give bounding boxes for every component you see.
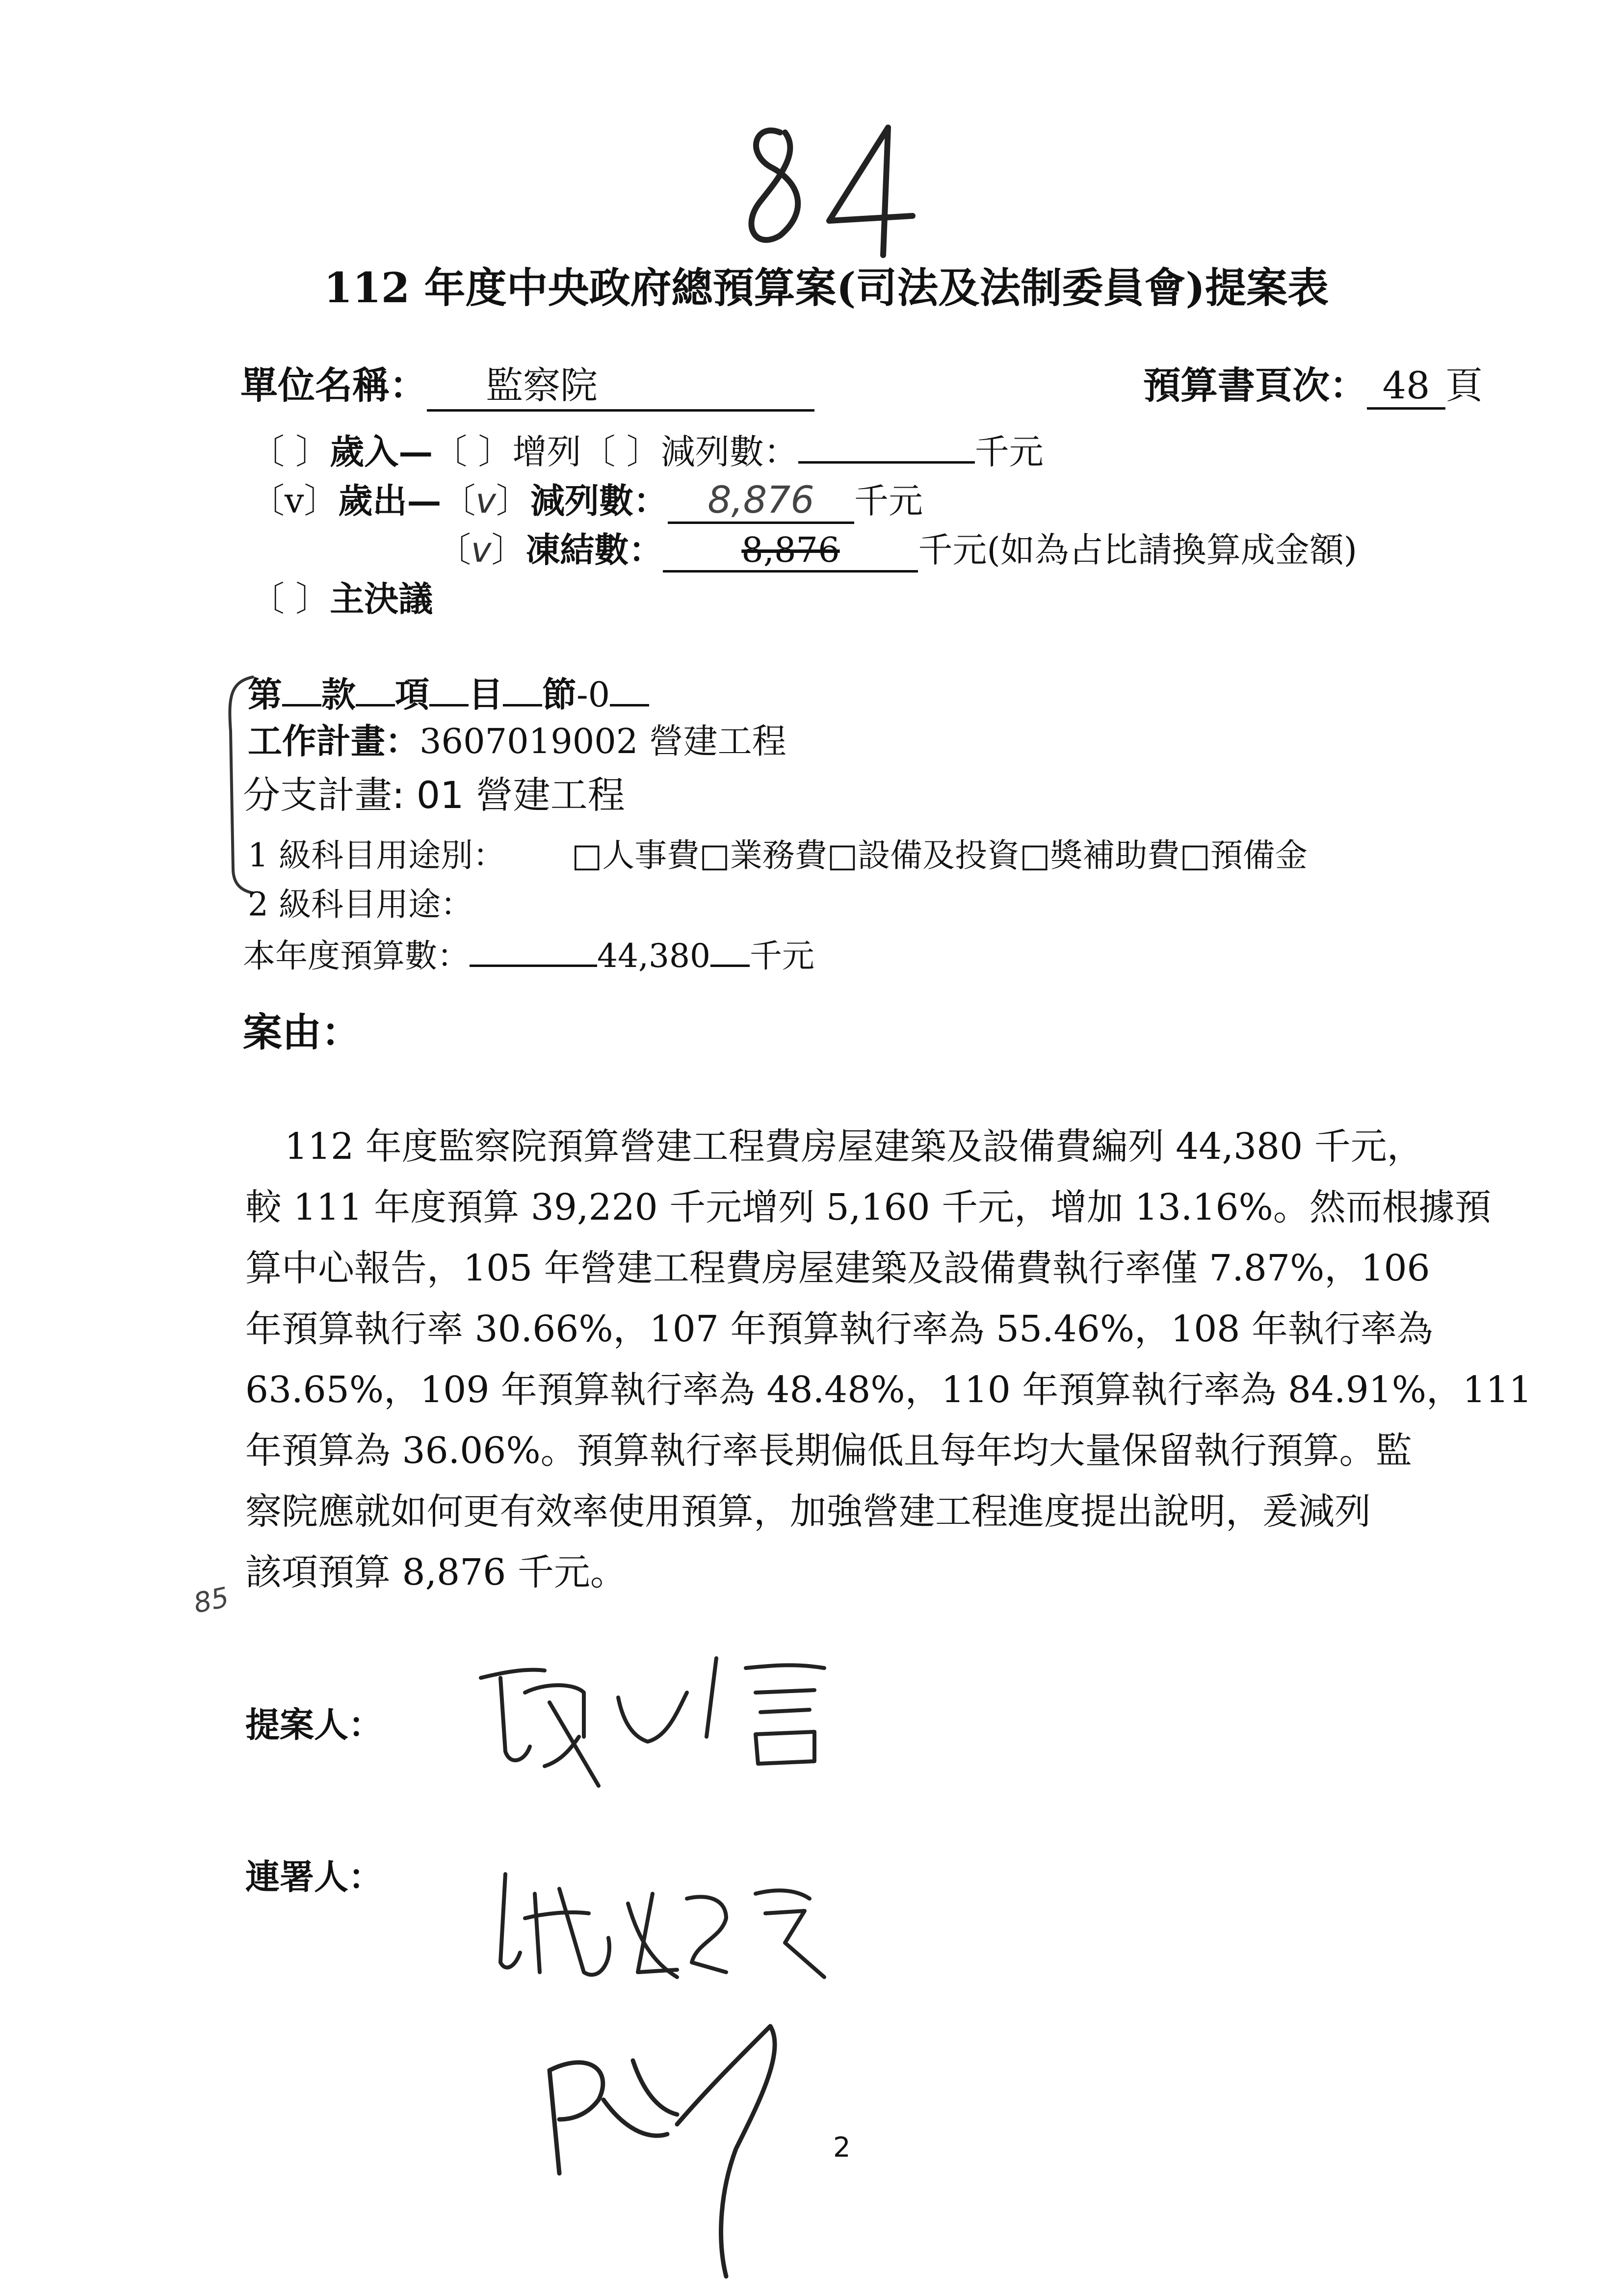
budget-page-suffix: 頁	[1445, 364, 1483, 407]
form-title: 112 年度中央政府總預算案(司法及法制委員會)提案表	[324, 263, 1329, 312]
section-di: 第	[248, 674, 282, 715]
budget-page-label: 預算書頁次：	[1143, 364, 1367, 407]
level1-row	[248, 829, 1308, 876]
checkbox-open: 〔	[441, 481, 476, 521]
section-line-1	[248, 667, 649, 717]
checkbox-close: 〕	[496, 481, 530, 521]
level2-label: 2 級科目用途：	[248, 886, 473, 923]
unit-row	[240, 356, 814, 412]
budget-page-value: 48	[1367, 364, 1445, 410]
revenue-unit: 千元	[974, 432, 1044, 472]
blank	[356, 704, 395, 706]
current-budget-unit: 千元	[749, 937, 814, 975]
reason-line-3: 算中心報告，105 年營建工程費房屋建築及設備費執行率僅 7.87%，106	[245, 1247, 1430, 1289]
expenditure-decrease-checkbox[interactable]	[442, 481, 530, 521]
section-jie-suffix: -0	[576, 675, 610, 715]
blank	[503, 704, 542, 706]
subplan-row	[243, 765, 625, 819]
freeze-row	[437, 522, 1357, 573]
expenditure-decrease-label: 減列數：	[530, 480, 668, 521]
level2-row	[248, 878, 473, 925]
blank	[610, 704, 649, 706]
resolution-row	[250, 572, 433, 621]
blank	[710, 965, 750, 967]
expenditure-label: 歲出—	[338, 480, 442, 521]
expenditure-checkbox[interactable]: 〔v〕	[250, 481, 339, 521]
level1-option-equipment[interactable]: □設備及投資	[827, 836, 1020, 874]
budget-page-row	[1143, 356, 1483, 410]
expenditure-row	[250, 473, 923, 524]
work-plan-label: 工作計畫：	[248, 721, 419, 761]
revenue-row	[250, 424, 1044, 474]
blank	[282, 704, 321, 706]
reason-line-8: 該項預算 8,876 千元。	[245, 1551, 627, 1593]
cosigner-label: 連署人：	[245, 1856, 383, 1897]
unit-value: 監察院	[427, 356, 814, 412]
level1-option-reserve[interactable]: □預備金	[1179, 836, 1308, 874]
handwritten-check: v	[475, 481, 496, 521]
current-budget-value: 44,380	[597, 937, 710, 975]
handwritten-number-mark	[726, 113, 942, 260]
level1-option-personnel[interactable]: □人事費	[572, 836, 700, 874]
revenue-decrease-label: 減列數：	[660, 432, 798, 472]
cosigner-signature-2	[530, 2011, 824, 2286]
level1-option-subsidy[interactable]: □獎補助費	[1020, 836, 1180, 874]
freeze-unit: 千元(如為占比請換算成金額)	[918, 530, 1358, 570]
checkbox-open: 〔	[437, 530, 471, 570]
section-mu: 目	[469, 674, 503, 715]
expenditure-handwritten-value: 8,876	[668, 478, 854, 524]
revenue-increase-label: 增列	[512, 432, 581, 472]
work-plan-row	[248, 714, 786, 763]
page-number: 2	[833, 2132, 851, 2164]
level1-label: 1 級科目用途別：	[248, 836, 505, 874]
revenue-increase-checkbox[interactable]: 〔 〕	[433, 432, 513, 472]
freeze-value: 8,876	[663, 530, 918, 573]
reason-line-6: 年預算為 36.06%。預算執行率長期偏低且每年均大量保留執行預算。監	[245, 1430, 1412, 1472]
current-budget-row	[243, 930, 814, 976]
revenue-label: 歲入—	[330, 431, 433, 472]
resolution-label: 主決議	[330, 578, 433, 619]
section-xiang: 項	[395, 674, 429, 715]
margin-note: 85	[191, 1581, 232, 1620]
work-plan-value: 3607019002 營建工程	[419, 721, 786, 761]
section-kuan: 款	[321, 674, 356, 715]
reason-line-5: 63.65%，109 年預算執行率為 48.48%，110 年預算執行率為 84.91%，111	[245, 1369, 1532, 1411]
current-budget-label: 本年度預算數：	[243, 937, 470, 975]
revenue-decrease-checkbox[interactable]: 〔 〕	[581, 432, 661, 472]
reason-line-7: 察院應就如何更有效率使用預算，加強營建工程進度提出說明，爰減列	[245, 1490, 1371, 1533]
revenue-checkbox[interactable]: 〔 〕	[250, 432, 330, 472]
proposer-signature	[471, 1639, 873, 1796]
handwritten-check: v	[471, 530, 492, 570]
reason-line-2: 較 111 年度預算 39,220 千元增列 5,160 千元，增加 13.16%。然而根據預	[245, 1186, 1491, 1228]
blank	[429, 704, 469, 706]
level1-option-operations[interactable]: □業務費	[699, 836, 827, 874]
revenue-value	[798, 461, 975, 464]
reason-line-4: 年預算執行率 30.66%，107 年預算執行率為 55.46%，108 年執行率為	[245, 1308, 1433, 1350]
proposer-label: 提案人：	[245, 1704, 383, 1745]
reason-heading: 案由：	[243, 1009, 361, 1055]
subplan-value: 01 營建工程	[416, 773, 625, 817]
blank	[470, 965, 597, 967]
checkbox-close: 〕	[491, 530, 526, 570]
freeze-checkbox[interactable]	[437, 530, 525, 570]
expenditure-unit: 千元	[854, 481, 923, 521]
unit-label: 單位名稱：	[240, 364, 427, 407]
freeze-label: 凍結數：	[525, 529, 663, 570]
reason-line-1: 112 年度監察院預算營建工程費房屋建築及設備費編列 44,380 千元，	[285, 1125, 1423, 1168]
subplan-label: 分支計畫:	[243, 773, 405, 817]
resolution-checkbox[interactable]: 〔 〕	[250, 579, 330, 619]
section-jie: 節	[542, 674, 576, 715]
cosigner-signature-1	[491, 1864, 844, 1992]
